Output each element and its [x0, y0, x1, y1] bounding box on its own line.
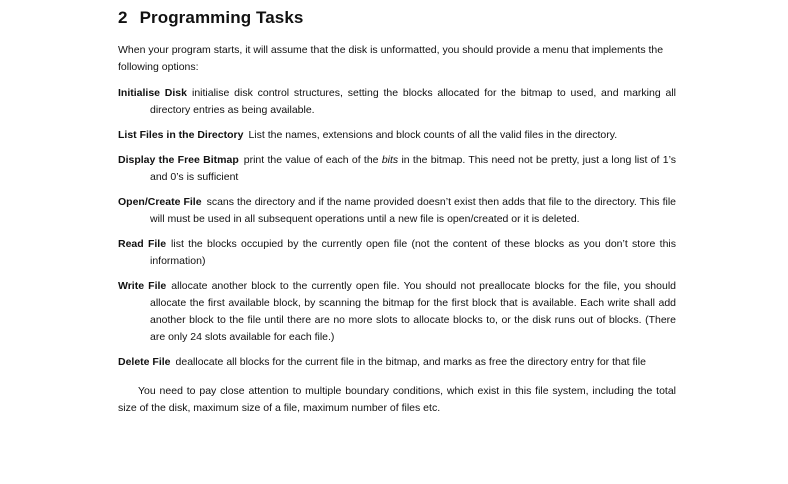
option-description: list the blocks occupied by the currently open file (not the content of these blocks as you don’t store this information): [150, 238, 677, 267]
option-term: Write File: [118, 280, 167, 292]
option-term: Read File: [118, 238, 167, 250]
option-read-file: [118, 236, 676, 270]
option-description-emphasis: bits: [381, 154, 399, 166]
intro-paragraph: When your program starts, it will assume that the disk is unformatted, you should provide a menu that implements the following options:: [118, 44, 664, 73]
section-heading: [118, 8, 676, 28]
option-description: allocate another block to the currently open file. You should not preallocate blocks for the file, you should allocate the first available block, by scanning the bitmap for the first block that is available. Each write shall add another block to the file until there are no more slots to allocate blocks to, or the disk runs out of blocks. (There are only 24 slots available for each file.): [150, 280, 676, 343]
option-description: scans the directory and if the name provided doesn’t exist then adds that file to the directory. This file will must be used in all subsequent operations until a new file is open/created or it is deleted.: [150, 196, 676, 225]
section-content: [118, 8, 676, 417]
section-title: Programming Tasks: [139, 8, 304, 27]
closing-paragraph: You need to pay close attention to multiple boundary conditions, which exist in this file system, including the total size of the disk, maximum size of a file, maximum number of files etc.: [118, 385, 676, 414]
option-description: initialise disk control structures, setting the blocks allocated for the bitmap to used, and marking all directory entries as being available.: [150, 87, 676, 116]
option-description-end: in the bitmap. This need not be pretty, just a long list of 1’s and 0’s is sufficient: [150, 154, 676, 183]
option-term: Display the Free Bitmap: [118, 154, 239, 166]
option-open-create-file: [118, 194, 676, 228]
option-term: Delete File: [118, 356, 171, 368]
option-term: Open/Create File: [118, 196, 202, 208]
option-list-files: [118, 127, 676, 144]
option-display-bitmap: [118, 152, 676, 186]
option-term: Initialise Disk: [118, 87, 187, 99]
option-description: List the names, extensions and block counts of all the valid files in the directory.: [248, 129, 618, 141]
option-delete-file: [118, 354, 676, 371]
option-term: List Files in the Directory: [118, 129, 244, 141]
section-number: 2: [118, 8, 128, 27]
option-initialise-disk: [118, 85, 676, 119]
option-description-start: print the value of each of the: [243, 154, 382, 166]
option-write-file: [118, 278, 676, 346]
option-description: deallocate all blocks for the current file in the bitmap, and marks as free the directory entry for that file: [175, 356, 646, 368]
